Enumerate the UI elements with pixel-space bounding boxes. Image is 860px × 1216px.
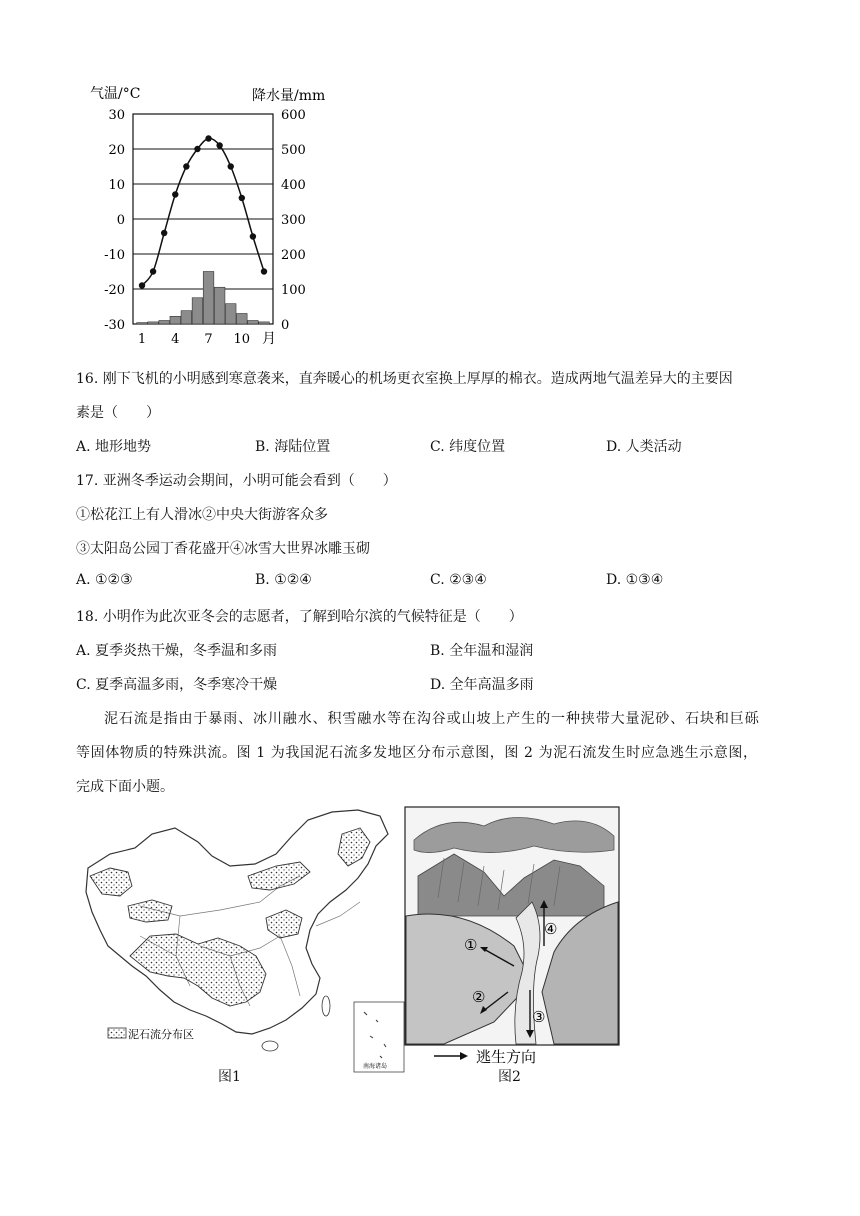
climate-chart [80, 78, 360, 348]
right-tick-label: 600 [281, 108, 306, 123]
q17-items-line1: ①松花江上有人滑冰②中央大街游客众多 [76, 507, 328, 523]
right-tick-label: 400 [281, 178, 306, 193]
taiwan-island [322, 996, 330, 1016]
right-tick-label: 100 [281, 283, 306, 298]
left-tick-label: 30 [108, 108, 125, 123]
q17-stem: 17. 亚洲冬季运动会期间，小明可能会看到（ ） [76, 473, 397, 489]
left-tick-labels [104, 108, 125, 333]
x-tick-label: 1 [137, 332, 147, 347]
precipitation-bar [225, 304, 236, 324]
q17-option-b[interactable]: B. ①②④ [255, 572, 312, 588]
left-tick-label: -20 [104, 283, 125, 298]
precipitation-bar [159, 321, 170, 325]
marker-4: ④ [544, 920, 558, 938]
q17-option-a[interactable]: A. ①②③ [76, 572, 133, 588]
legend-label: 泥石流分布区 [128, 1028, 194, 1041]
precipitation-bar [181, 311, 192, 324]
temperature-point [194, 146, 200, 152]
temperature-point [183, 163, 189, 169]
temperature-point [228, 163, 234, 169]
precipitation-bar [192, 298, 203, 324]
right-tick-label: 0 [281, 318, 290, 333]
left-tick-label: 10 [108, 178, 125, 193]
temperature-point [250, 233, 256, 239]
right-tick-labels [281, 108, 306, 333]
precipitation-bar [170, 316, 181, 324]
right-tick-label: 200 [281, 248, 306, 263]
temperature-points [139, 135, 267, 288]
q17-option-d[interactable]: D. ①③④ [606, 572, 664, 588]
q17-items-line2: ③太阳岛公园丁香花盛开④冰雪大世界冰雕玉砌 [76, 541, 370, 557]
q17-option-c[interactable]: C. ②③④ [430, 572, 487, 588]
inset-label: 南海诸岛 [363, 1063, 388, 1070]
passage-line1: 泥石流是指由于暴雨、冰川融水、积雪融水等在沟谷或山坡上产生的一种挟带大量泥砂、石块和巨砾 [104, 711, 760, 727]
x-unit-label: 月 [262, 331, 276, 347]
figure1-map [80, 806, 410, 1076]
q18-option-a[interactable]: A. 夏季炎热干燥，冬季温和多雨 [76, 643, 278, 659]
temperature-point [161, 230, 167, 236]
q18-option-b[interactable]: B. 全年温和湿润 [430, 643, 534, 659]
q16-option-b[interactable]: B. 海陆位置 [255, 439, 331, 455]
figure2-caption: 图2 [498, 1069, 521, 1085]
q16-stem-line1: 16. 刚下飞机的小明感到寒意袭来，直奔暖心的机场更衣室换上厚厚的棉衣。造成两地气温差异大的主要因 [76, 371, 733, 387]
passage-line2: 等固体物质的特殊洪流。图 1 为我国泥石流多发地区分布示意图，图 2 为泥石流发生时应急逃生示意图， [76, 745, 758, 761]
q18-stem: 18. 小明作为此次亚冬会的志愿者，了解到哈尔滨的气候特征是（ ） [76, 609, 523, 625]
precipitation-bars [137, 272, 270, 325]
south-china-sea-inset [354, 1002, 404, 1072]
precipitation-bar [214, 287, 225, 324]
legend-swatch [108, 1028, 126, 1038]
figure2-legend-label: 逃生方向 [476, 1048, 537, 1066]
temperature-point [205, 135, 211, 141]
right-axis-label: 降水量/mm [252, 88, 326, 104]
precipitation-bar [237, 314, 248, 325]
legend-arrow-head [460, 1052, 468, 1060]
temperature-point [150, 268, 156, 274]
temperature-point [239, 195, 245, 201]
marker-3: ③ [532, 1008, 546, 1026]
figure1-caption: 图1 [218, 1069, 241, 1085]
precipitation-bar [148, 322, 159, 324]
temperature-point [216, 142, 222, 148]
figure2-escape-diagram [404, 806, 620, 1068]
q18-option-c[interactable]: C. 夏季高温多雨，冬季寒冷干燥 [76, 677, 278, 693]
hainan-island [262, 1041, 278, 1051]
q18-option-d[interactable]: D. 全年高温多雨 [430, 677, 534, 693]
precipitation-bar [203, 272, 214, 325]
right-tick-label: 300 [281, 213, 306, 228]
left-tick-label: 0 [116, 213, 125, 228]
q16-option-d[interactable]: D. 人类活动 [606, 439, 682, 455]
marker-1: ① [464, 936, 478, 954]
left-axis-label: 气温/°C [90, 86, 141, 102]
precipitation-bar [248, 321, 259, 325]
marker-2: ② [472, 988, 486, 1006]
right-tick-label: 500 [281, 143, 306, 158]
left-tick-label: 20 [108, 143, 125, 158]
precipitation-bar [259, 322, 270, 324]
x-tick-label: 7 [204, 332, 213, 347]
left-tick-label: -10 [104, 248, 125, 263]
precipitation-bar [137, 323, 148, 324]
x-tick-label: 10 [233, 332, 251, 347]
temperature-point [261, 268, 267, 274]
temperature-point [139, 282, 145, 288]
x-tick-label: 4 [171, 332, 180, 347]
temperature-point [172, 191, 178, 197]
x-tick-labels [138, 332, 250, 347]
passage-line3: 完成下面小题。 [76, 779, 174, 795]
q16-option-a[interactable]: A. 地形地势 [76, 439, 152, 455]
temperature-line [142, 138, 264, 285]
left-tick-label: -30 [104, 318, 125, 333]
q16-stem-line2: 素是（ ） [76, 405, 160, 421]
q16-option-c[interactable]: C. 纬度位置 [430, 439, 506, 455]
